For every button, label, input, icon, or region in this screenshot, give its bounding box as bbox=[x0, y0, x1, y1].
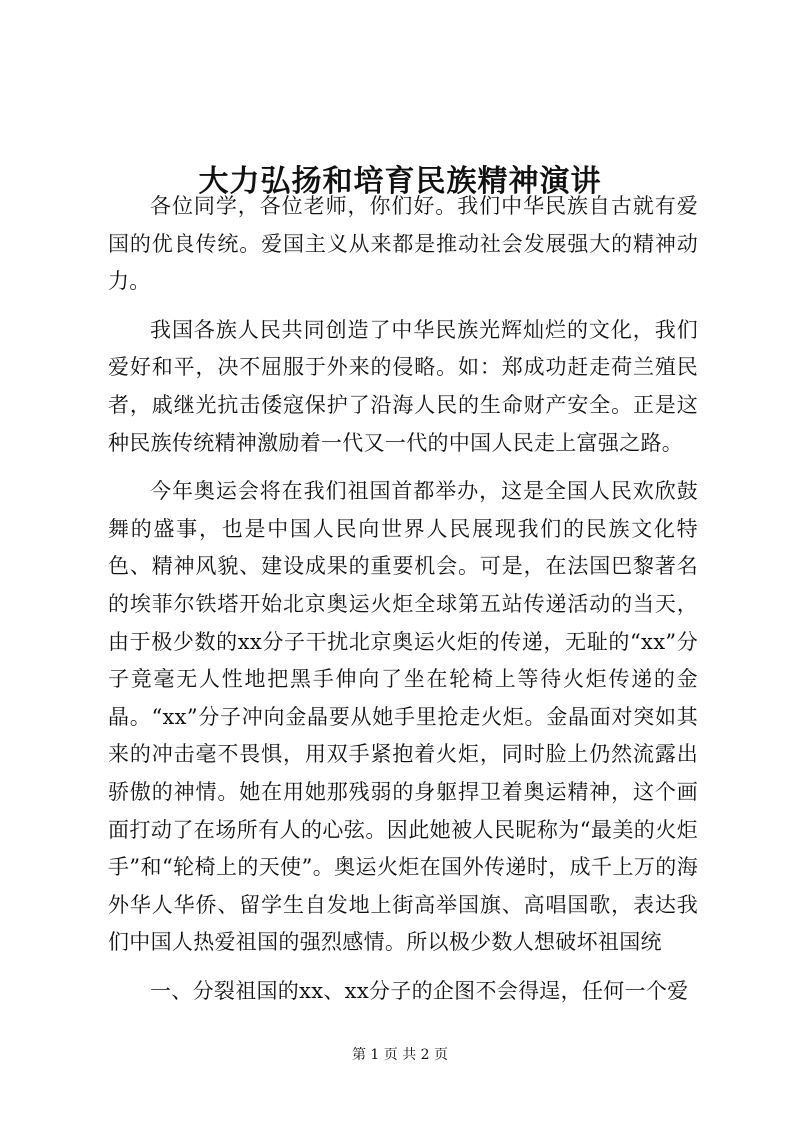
paragraph-culture: 我国各族人民共同创造了中华民族光辉灿烂的文化，我们爱好和平，决不屈服于外来的侵略。如：郑成功赶走荷兰殖民者，戚继光抗击倭寇保护了沿海人民的生命财产安全。正是这种民族传统精神激励着一代又一代的中国人民走上富强之路。 bbox=[108, 317, 698, 455]
paragraph-greeting: 各位同学，各位老师，你们好。我们中华民族自古就有爱国的优良传统。爱国主义从来都是推动社会发展强大的精神动力。 bbox=[108, 194, 698, 294]
document-body bbox=[108, 188, 698, 1010]
page-title: 大力弘扬和培育民族精神演讲 bbox=[198, 164, 602, 200]
paragraph-olympics: 今年奥运会将在我们祖国首都举办，这是全国人民欢欣鼓舞的盛事，也是中国人民向世界人民展现我们的民族文化特色、精神风貌、建设成果的重要机会。可是，在法国巴黎著名的埃菲尔铁塔开始北京奥运火炬全球第五站传递活动的当天，由于极少数的xx分子干扰北京奥运火炬的传递，无耻的“xx”分子竟毫无人性地把黑手伸向了坐在轮椅上等待火炬传递的金晶。“xx”分子冲向金晶要从她手里抢走火炬。金晶面对突如其来的冲击毫不畏惧，用双手紧抱着火炬，同时脸上仍然流露出骄傲的神情。她在用她那残弱的身躯捍卫着奥运精神，这个画面打动了在场所有人的心弦。因此她被人民昵称为“最美的火炬手”和“轮椅上的天使”。奥运火炬在国外传递时，成千上万的海外华人华侨、留学生自发地上街高举国旗、高唱国歌，表达我们中国人热爱祖国的强烈感情。所以极少数人想破坏祖国统 bbox=[108, 479, 698, 955]
paragraph-continuation: 一、分裂祖国的xx、xx分子的企图不会得逞，任何一个爱 bbox=[150, 978, 689, 1003]
page-footer: 第 1 页 共 2 页 bbox=[351, 1047, 449, 1063]
